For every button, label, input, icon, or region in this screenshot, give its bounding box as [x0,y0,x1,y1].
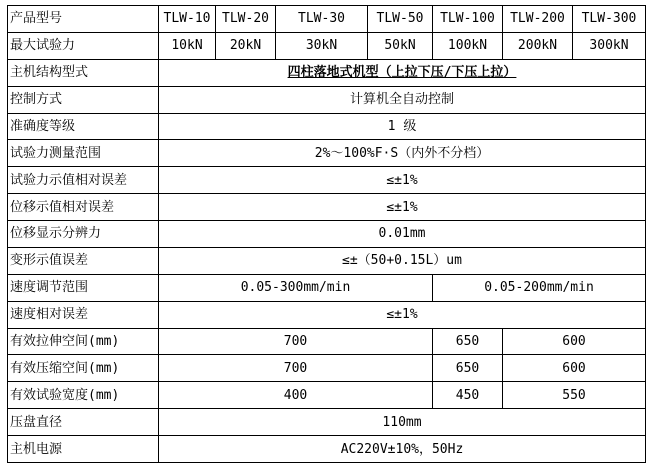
cell-value-text: 650 [455,360,480,376]
cell-value-text: 0.05-300mm/min [240,280,351,296]
cell-value [573,32,646,59]
cell-value-text: TLW-200 [510,11,565,27]
cell-value-text: 110mm [382,414,422,430]
table-row [8,167,646,194]
row-label: 最大试验力 [8,32,159,59]
cell-value [503,32,573,59]
cell-value-text: 700 [283,360,308,376]
row-label: 准确度等级 [8,113,159,140]
cell-value-text: 四柱落地式机型（上拉下压/下压上拉） [287,65,517,81]
cell-value [433,355,503,382]
table-row [8,86,646,113]
cell-value [216,6,276,33]
cell-value [433,32,503,59]
cell-value-text: 10kN [171,38,203,54]
cell-value [159,409,646,436]
cell-value [276,32,368,59]
row-label: 有效拉伸空间(mm) [8,328,159,355]
cell-value [573,6,646,33]
cell-value-text: TLW-20 [222,11,269,27]
cell-value-text: TLW-300 [581,11,637,27]
cell-value [433,6,503,33]
row-label: 主机结构型式 [8,59,159,86]
cell-value-text: TLW-30 [298,11,345,27]
cell-value [159,436,646,463]
cell-value-text: 400 [283,387,308,403]
row-label: 速度调节范围 [8,274,159,301]
cell-value-text: TLW-10 [163,11,211,27]
cell-value [503,355,646,382]
table-row [8,274,646,301]
cell-value [433,328,503,355]
table-row [8,6,646,33]
row-label: 产品型号 [8,6,159,33]
spec-table [7,5,646,463]
cell-value [159,32,216,59]
cell-value-text: 300kN [589,38,629,54]
cell-value-text: 1 级 [387,118,417,134]
cell-value-text: ≤±（50+0.15L）um [342,253,462,269]
table-row [8,382,646,409]
cell-value [159,6,216,33]
row-label: 位移显示分辨力 [8,221,159,248]
table-row [8,247,646,274]
row-label: 位移示值相对误差 [8,194,159,221]
table-row [8,194,646,221]
row-label: 主机电源 [8,436,159,463]
cell-value-text: 450 [455,387,480,403]
row-label: 有效试验宽度(mm) [8,382,159,409]
cell-value-text: 20kN [229,38,262,54]
cell-value-text: TLW-100 [440,11,495,27]
row-label: 试验力示值相对误差 [8,167,159,194]
table-row [8,301,646,328]
cell-value [276,6,368,33]
cell-value-text: ≤±1% [386,199,418,215]
row-label: 速度相对误差 [8,301,159,328]
cell-value-text: 100kN [447,38,488,54]
table-row [8,355,646,382]
cell-value-text: TLW-50 [376,11,424,27]
cell-value [368,32,433,59]
cell-value [159,274,433,301]
cell-value-text: 0.01mm [378,226,426,242]
cell-value [159,59,646,86]
cell-value-text: 计算机全自动控制 [349,92,454,108]
cell-value [159,86,646,113]
cell-value-text: 50kN [384,38,416,54]
table-row [8,409,646,436]
row-label: 控制方式 [8,86,159,113]
cell-value [433,274,646,301]
cell-value [159,328,433,355]
cell-value-text: 700 [283,333,308,349]
cell-value-text: 2%～100%F·S（内外不分档） [314,145,490,161]
cell-value [159,355,433,382]
table-row [8,221,646,248]
cell-value [159,194,646,221]
cell-value [503,6,573,33]
cell-value [503,382,646,409]
cell-value [159,167,646,194]
table-row [8,328,646,355]
row-label: 变形示值误差 [8,247,159,274]
cell-value-text: AC220V±10%，50Hz [340,441,464,457]
cell-value-text: 650 [455,333,480,349]
table-row [8,32,646,59]
cell-value [216,32,276,59]
cell-value [159,221,646,248]
row-label: 试验力测量范围 [8,140,159,167]
cell-value-text: 550 [562,387,586,403]
spec-table-body [8,6,646,463]
cell-value-text: ≤±1% [386,307,418,323]
table-row [8,113,646,140]
cell-value [433,382,503,409]
table-row [8,140,646,167]
cell-value [368,6,433,33]
table-row [8,59,646,86]
cell-value-text: 200kN [517,38,558,54]
table-row [8,436,646,463]
cell-value [159,140,646,167]
cell-value-text: 30kN [305,38,338,54]
row-label: 压盘直径 [8,409,159,436]
cell-value [159,247,646,274]
cell-value [159,113,646,140]
cell-value-text: 0.05-200mm/min [484,280,594,296]
row-label: 有效压缩空间(mm) [8,355,159,382]
cell-value-text: ≤±1% [386,172,418,188]
cell-value-text: 600 [562,360,586,376]
cell-value [159,301,646,328]
cell-value [159,382,433,409]
cell-value [503,328,646,355]
cell-value-text: 600 [562,333,586,349]
